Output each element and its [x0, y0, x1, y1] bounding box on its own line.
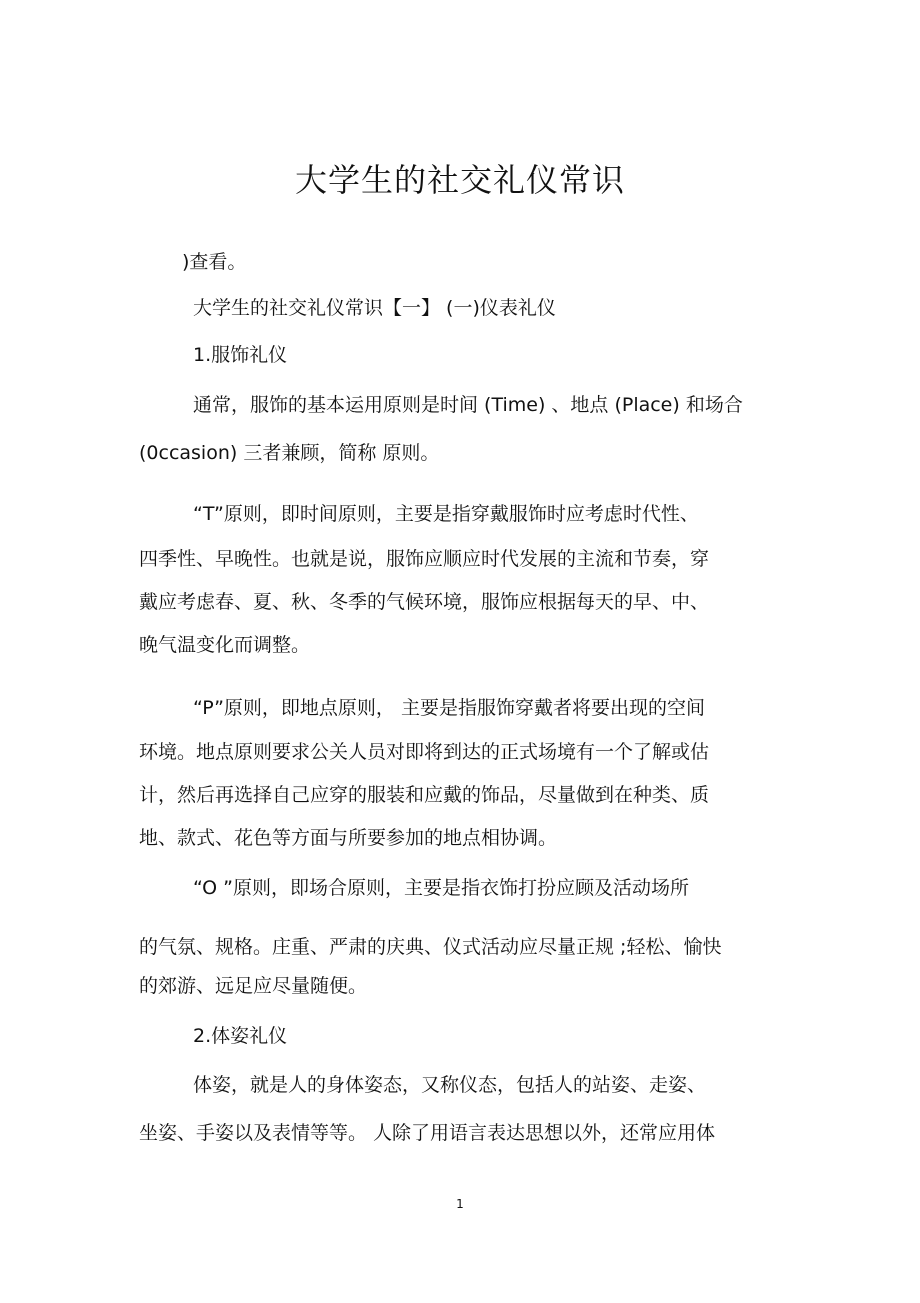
document-title: 大学生的社交礼仪常识 [294, 161, 625, 200]
text-line: 的气氛、规格。庄重、严肃的庆典、仪式活动应尽量正规 ;轻松、愉快 [139, 936, 722, 958]
page-number: 1 [456, 1197, 464, 1211]
text-line: “O ”原则，即场合原则，主要是指衣饰打扮应顾及活动场所 [193, 877, 690, 899]
text-line: 地、款式、花色等方面与所要参加的地点相协调。 [139, 827, 558, 849]
text-line: (0ccasion) 三者兼顾，简称 原则。 [139, 442, 440, 464]
text-line: 体姿，就是人的身体姿态，又称仪态，包括人的站姿、走姿、 [193, 1074, 707, 1096]
text-line: 计，然后再选择自己应穿的服装和应戴的饰品，尽量做到在种类、质 [139, 784, 710, 806]
text-line: 晚气温变化而调整。 [139, 634, 311, 656]
text-line: 环境。地点原则要求公关人员对即将到达的正式场境有一个了解或估 [139, 741, 710, 763]
text-line: 坐姿、手姿以及表情等等。 人除了用语言表达思想以外，还常应用体 [139, 1122, 716, 1144]
text-line: )查看。 [182, 251, 247, 273]
text-line: 戴应考虑春、夏、秋、冬季的气候环境，服饰应根据每天的早、中、 [139, 591, 710, 613]
section-heading: 大学生的社交礼仪常识【一】 (一)仪表礼仪 [193, 297, 556, 319]
subsection-heading: 1.服饰礼仪 [193, 344, 288, 366]
subsection-heading: 2.体姿礼仪 [193, 1025, 288, 1047]
text-line: 四季性、早晚性。也就是说，服饰应顺应时代发展的主流和节奏，穿 [139, 548, 710, 570]
text-line: 通常，服饰的基本运用原则是时间 (Time) 、地点 (Place) 和场合 [193, 394, 743, 416]
text-line: 的郊游、远足应尽量随便。 [139, 975, 368, 997]
text-line: “P”原则，即地点原则， 主要是指服饰穿戴者将要出现的空间 [193, 697, 705, 719]
text-line: “T”原则，即时间原则，主要是指穿戴服饰时应考虑时代性、 [193, 503, 699, 525]
